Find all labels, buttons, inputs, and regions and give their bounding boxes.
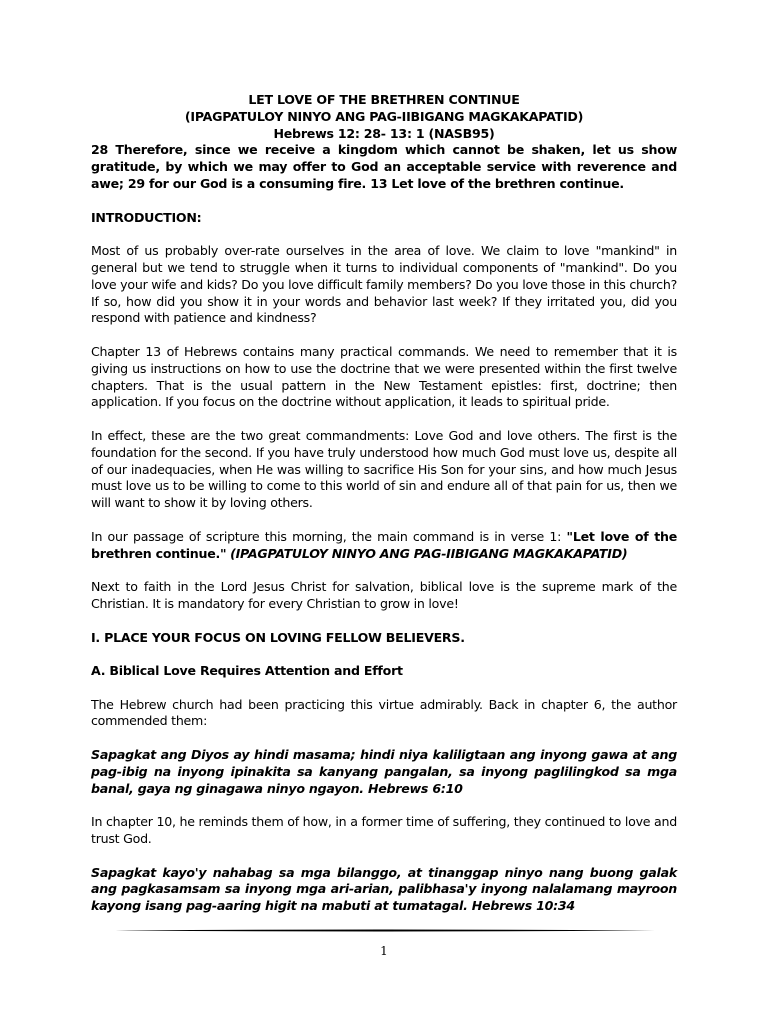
paragraph-5: Next to faith in the Lord Jesus Christ for salvation, biblical love is the supreme mark of the Christian. It is mandatory for every Christian to grow in love! xyxy=(91,579,677,611)
scripture-reference: Hebrews 12: 28- 13: 1 (NASB95) xyxy=(273,125,495,141)
paragraph-7: In chapter 10, he reminds them of how, in a former time of suffering, they continued to love and trust God. xyxy=(91,814,677,847)
section-heading: I. PLACE YOUR FOCUS ON LOVING FELLOW BELIEVERS. xyxy=(91,629,465,645)
paragraph-1: Most of us probably over-rate ourselves in the area of love. We claim to love "mankind" in general but we tend to struggle when it turns to individual components of "mankind". Do you love your wife and kids? Do you love difficult family members? Do you love those in this church? If so, how did you show it in your words and behavior last week? If they irritated you, did you respond with patience and kindness? xyxy=(91,243,677,326)
scripture-verse: 28 Therefore, since we receive a kingdom which cannot be shaken, let us show gratitude, by which we may offer to God an acceptable service with reverence and awe; 29 for our God is a consuming fire. 13 Let love of the brethren continue. xyxy=(91,142,677,191)
footer-rule xyxy=(115,929,655,932)
page-number: 1 xyxy=(380,944,388,958)
paragraph-4-translation: (IPAGPATULOY NINYO ANG PAG-IIBIGANG MAGKAKAPATID) xyxy=(230,545,628,561)
paragraph-4-command: "Let love of the brethren continue." xyxy=(91,528,677,561)
document-title-block xyxy=(91,92,677,142)
paragraph-4 xyxy=(91,529,677,563)
document-title: LET LOVE OF THE BRETHREN CONTINUE xyxy=(248,92,520,107)
subsection-heading: A. Biblical Love Requires Attention and Effort xyxy=(91,663,403,679)
paragraph-2: Chapter 13 of Hebrews contains many practical commands. We need to remember that it is giving us instructions on how to use the doctrine that we were presented within the first twelve chapters. That is the usual pattern in the New Testament epistles: first, doctrine; then application. If you focus on the doctrine without application, it leads to spiritual pride. xyxy=(91,343,677,410)
paragraph-3: In effect, these are the two great commandments: Love God and love others. The first is the foundation for the second. If you have truly understood how much God must love us, despite all of our inadequacies, when He was willing to sacrifice His Son for your sins, and how much Jesus must love us to be willing to come to this world of sin and endure all of that pain for us, then we will want to show it by loving others. xyxy=(91,427,677,511)
scripture-quote-2: Sapagkat kayo'y nahabag sa mga bilanggo, at tinanggap ninyo nang buong galak ang pagkasamsam sa inyong mga ari-arian, palibhasa'y inyong nalalamang mayroon kayong isang pag-aaring higit na mabuti at tumatagal. Hebrews 10:34 xyxy=(91,864,677,914)
document-page xyxy=(91,92,677,915)
document-subtitle: (IPAGPATULOY NINYO ANG PAG-IIBIGANG MAGKAKAPATID) xyxy=(184,108,584,124)
introduction-heading: INTRODUCTION: xyxy=(91,209,202,225)
scripture-quote-1: Sapagkat ang Diyos ay hindi masama; hindi niya kaliligtaan ang inyong gawa at ang pag-ibig na inyong ipinakita sa kanyang pangalan, sa inyong paglilingkod sa mga banal, gaya ng ginagawa ninyo ngayon. Hebrews 6:10 xyxy=(91,747,677,796)
paragraph-4-intro: In our passage of scripture this morning, the main command is in verse 1: xyxy=(91,528,567,544)
paragraph-6: The Hebrew church had been practicing this virtue admirably. Back in chapter 6, the author commended them: xyxy=(91,696,677,729)
